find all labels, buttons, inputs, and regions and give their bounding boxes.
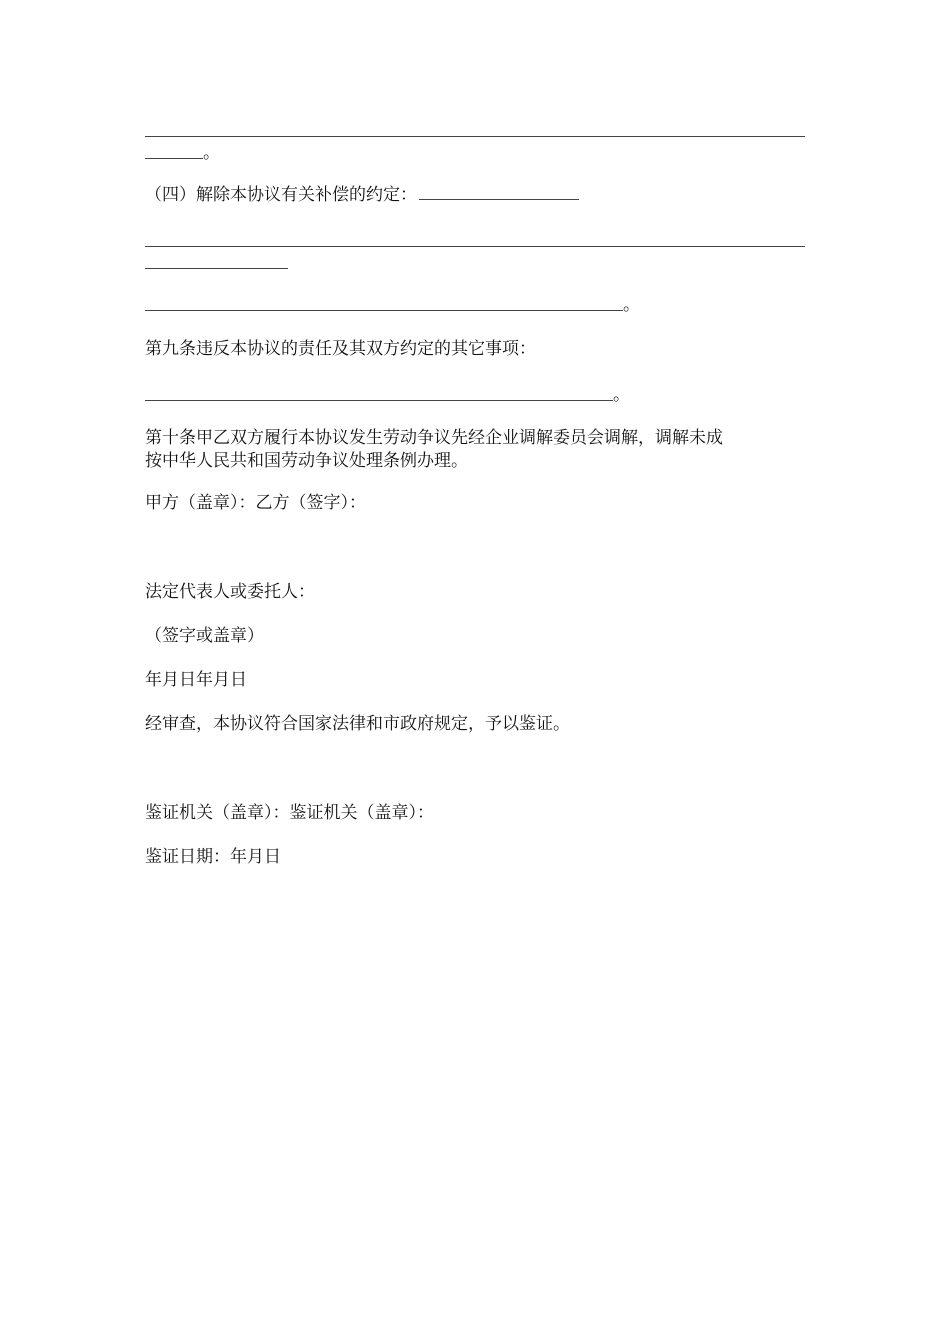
period: 。 bbox=[613, 385, 630, 405]
party-signatures: 甲方（盖章）：乙方（签字）： bbox=[145, 493, 366, 513]
clause-4 bbox=[145, 183, 579, 206]
underline bbox=[145, 268, 288, 269]
verification-authority: 鉴证机关（盖章）：鉴证机关（盖章）： bbox=[145, 803, 434, 823]
clause-4-blank bbox=[419, 183, 579, 200]
underline bbox=[145, 136, 805, 137]
verification-statement: 经审查，本协议符合国家法律和市政府规定，予以鉴证。 bbox=[145, 714, 570, 734]
article-10-line-2: 按中华人民共和国劳动争议处理条例办理。 bbox=[145, 451, 468, 471]
underline bbox=[145, 400, 613, 401]
period: 。 bbox=[623, 295, 640, 315]
blank-line-3 bbox=[145, 230, 805, 252]
underline bbox=[145, 158, 203, 159]
clause-4-label: （四）解除本协议有关补偿的约定： bbox=[145, 185, 417, 205]
underline bbox=[145, 246, 805, 247]
underline bbox=[145, 310, 623, 311]
article-9: 第九条违反本协议的责任及其双方约定的其它事项： bbox=[145, 339, 536, 359]
blank-line-4 bbox=[145, 252, 290, 274]
blank-line-5 bbox=[145, 294, 645, 316]
legal-representative: 法定代表人或委托人： bbox=[145, 582, 315, 602]
sign-or-seal: （签字或盖章） bbox=[145, 626, 264, 646]
dates: 年月日年月日 bbox=[145, 670, 247, 690]
blank-line-2 bbox=[145, 142, 225, 164]
blank-line-6 bbox=[145, 384, 635, 406]
verification-date: 鉴证日期：年月日 bbox=[145, 847, 281, 867]
blank-line-1 bbox=[145, 120, 805, 142]
period: 。 bbox=[203, 143, 220, 163]
article-10-line-1: 第十条甲乙双方履行本协议发生劳动争议先经企业调解委员会调解，调解未成 bbox=[145, 428, 723, 448]
